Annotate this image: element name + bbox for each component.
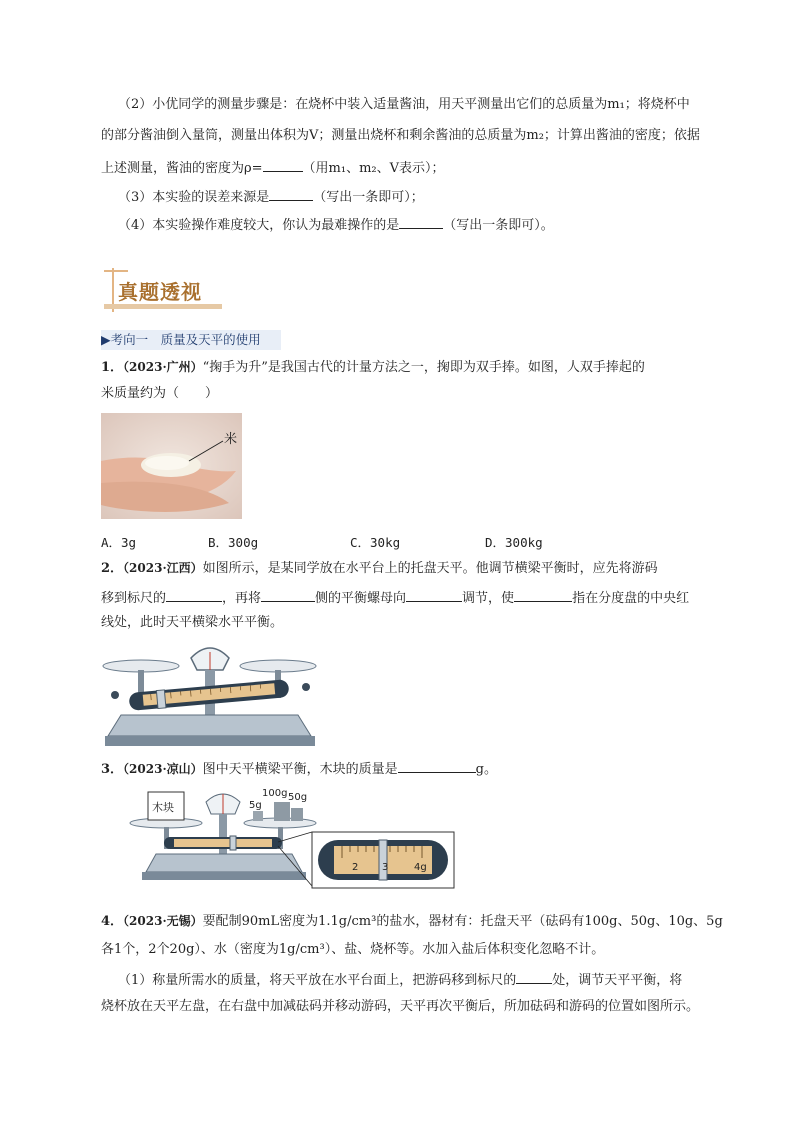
q1-line-1: 1．（2023·广州）“掬手为升”是我国古代的计量方法之一，掬即为双手捧。如图，人双手捧起的 [101,360,645,375]
q-prev-line-2c: 上述测量，酱油的密度为ρ= （用m₁、m₂、V表示）； [101,157,445,178]
q1-option-a[interactable]: A．3g [101,535,137,550]
answer-blank [166,587,222,602]
scale-label-2: 2 [352,862,359,873]
answer-blank [399,214,443,229]
q4-line-1: 4．（2023·无锡）要配制90mL密度为1.1g/cm³的盐水，器材有：托盘天平（砝码有100g、50g、10g、5g [101,914,723,929]
q1-option-b[interactable]: B．300g [208,535,259,550]
hands-rice-image [101,413,242,519]
answer-blank [406,587,462,602]
answer-blank [269,186,313,201]
rice-label: 米 [224,432,238,447]
q2-line-3: 线处，此时天平横梁水平平衡。 [101,615,284,630]
q4-line-4: 烧杯放在天平左盘，在右盘中加减砝码并移动游码，天平再次平衡后，所加砝码和游码的位置如图所示。 [101,999,700,1014]
weight-5g-label: 5g [249,800,262,811]
scale-label-3: 3 [382,862,389,873]
q-prev-line-2b: 的部分酱油倒入量筒，测量出体积为V；测量出烧杯和剩余酱油的总质量为m₂；计算出酱油的密度；依据 [101,128,700,143]
topic-label: ▶考向一 质量及天平的使用 [101,330,281,350]
q4-line-2: 各1个，2个20g）、水（密度为1g/cm³）、盐、烧杯等。水加入盐后体积变化忽略不计。 [101,942,605,957]
answer-blank [263,157,303,172]
q2-line-1: 2．（2023·江西）如图所示，是某同学放在水平台上的托盘天平。他调节横梁平衡时，应先将游码 [101,561,658,576]
section-decoration [104,270,128,272]
q3-line-1: 3．（2023·凉山）图中天平横梁平衡，木块的质量是 g。 [101,758,497,779]
weight-100g-label: 100g [262,788,288,799]
answer-blank [398,758,476,773]
balance-with-block-image [128,780,458,890]
q4-line-3: （1）称量所需水的质量，将天平放在水平台面上，把游码移到标尺的 处，调节天平平衡，将 [118,969,682,990]
balance-image [101,640,318,748]
q-prev-line-4: （4）本实验操作难度较大，你认为最难操作的是 （写出一条即可）。 [118,214,554,235]
q-prev-line-2a: （2）小优同学的测量步骤是：在烧杯中装入适量酱油，用天平测量出它们的总质量为m₁；将烧杯中 [118,97,690,112]
section-title: 真题透视 [118,280,202,304]
scale-label-4g: 4g [414,862,427,873]
q1-option-d[interactable]: D．300kg [485,535,543,550]
q1-option-c[interactable]: C．30kg [350,535,401,550]
answer-blank [516,969,552,984]
q1-line-2: 米质量约为（ ） [101,386,219,401]
q-prev-line-3: （3）本实验的误差来源是 （写出一条即可）； [118,186,424,207]
q2-line-2: 移到标尺的 ，再将 侧的平衡螺母向 调节，使 指在分度盘的中央红 [101,587,689,608]
answer-blank [514,587,572,602]
block-label: 木块 [152,801,174,814]
answer-blank [261,587,315,602]
weight-50g-label: 50g [288,792,308,803]
